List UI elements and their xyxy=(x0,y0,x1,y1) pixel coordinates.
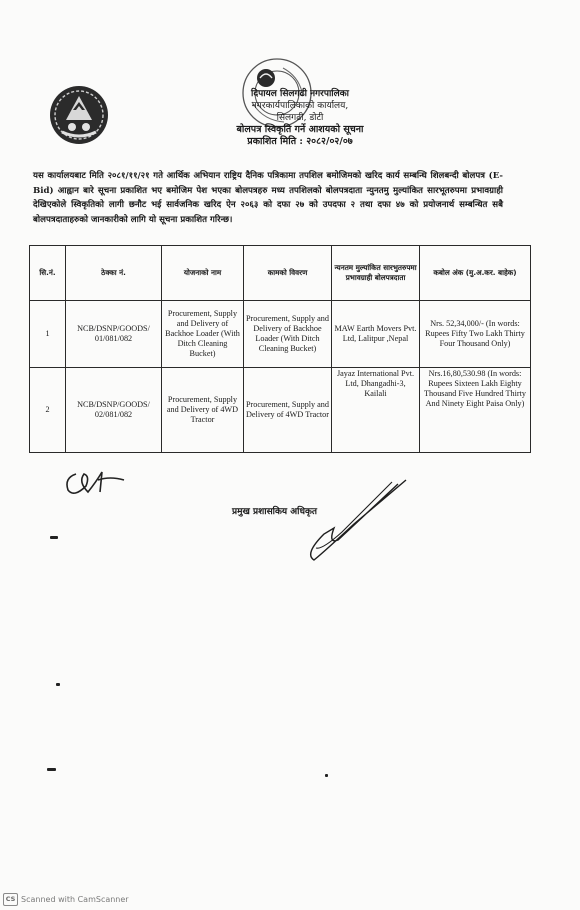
col-header-work-description: कामको विवरण xyxy=(244,246,332,301)
officer-title: प्रमुख प्रशासकिय अधिकृत xyxy=(232,507,318,517)
notice-title: बोलपत्र स्विकृति गर्ने आशयको सूचना xyxy=(236,124,364,135)
nepal-emblem-icon xyxy=(48,84,110,146)
col-header-amount: कबोल अंक (मु.अ.कर. बाहेक) xyxy=(420,246,531,301)
row-work-description: Procurement, Supply and Delivery of Backhoe Loader (With Ditch Cleaning Bucket) xyxy=(244,301,332,368)
row-project-name: Procurement, Supply and Delivery of 4WD Tractor xyxy=(162,368,244,453)
scanner-watermark xyxy=(3,893,129,906)
initial-signature xyxy=(62,462,130,502)
table-row xyxy=(30,368,531,453)
officer-signature xyxy=(294,474,414,566)
row-project-name: Procurement, Supply and Delivery of Backhoe Loader (With Ditch Cleaning Bucket) xyxy=(162,301,244,368)
office-name: नगरकार्यपालिकाको कार्यालय, xyxy=(251,101,349,111)
intro-paragraph: यस कार्यालयबाट मिति २०८१/११/२१ गते आर्थिक अभियान राष्ट्रिय दैनिक पत्रिकामा तपशिल बमोजिमको खरिद कार्य सम्बन्धि शिलबन्दी बोलपत्र (E- Bid) आह्वान बारे सूचना प्रकाशित भए बमोजिम पेश भएका बोलपत्रहरु मध्य तपशिलको बोलपत्रदाता न्युनतमु मुल्यांकित सारभूतरुपमा प्रभावग्राही देखिएकोले स्विकृतिको लागी छनौट भई सार्वजनिक खरिद ऐन २०६३ को दफा २७ को उपदफा २ तथा दफा ४७ को प्रयोजनार्थ सम्बन्धित सबै बोलपत्रदाताहरुको जानकारीको लागि यो सूचना प्रकाशित गरिन्छ। xyxy=(33,171,503,225)
table-header-row xyxy=(30,246,531,301)
punch-mark xyxy=(47,768,56,771)
row-amount: Nrs. 52,34,000/- (In words: Rupees Fifty Two Lakh Thirty Four Thousand Only) xyxy=(420,301,531,368)
punch-mark xyxy=(325,774,328,777)
row-work-description: Procurement, Supply and Delivery of 4WD Tractor xyxy=(244,368,332,453)
row-sn: 2 xyxy=(30,368,66,453)
office-location: सिलगढी, डोटी xyxy=(276,113,324,123)
row-contract-no: NCB/DSNP/GOODS/ 01/081/082 xyxy=(66,301,162,368)
row-bidder: MAW Earth Movers Pvt. Ltd, Lalitpur ,Nepal xyxy=(332,301,420,368)
row-sn: 1 xyxy=(30,301,66,368)
municipality-name: दिपायल सिलगढी नगरपालिका xyxy=(251,89,349,99)
col-header-project-name: योजनाको नाम xyxy=(162,246,244,301)
table-row xyxy=(30,301,531,368)
col-header-bidder: न्यनतम मुल्यांकित सारभुतरुपमा प्रभावग्राही बोलपत्रदाता xyxy=(332,246,420,301)
row-amount: Nrs.16,80,530.98 (In words: Rupees Sixteen Lakh Eighty Thousand Five Hundred Thirty And Ninety Eight Paisa Only) xyxy=(420,368,531,453)
punch-mark xyxy=(50,536,58,539)
letterhead xyxy=(150,88,450,148)
row-contract-no: NCB/DSNP/GOODS/ 02/081/082 xyxy=(66,368,162,453)
bid-table xyxy=(29,245,531,453)
published-date: प्रकाशित मिति : २०८२/०२/०७ xyxy=(247,136,353,147)
punch-mark xyxy=(56,683,60,686)
col-header-sn: सि.नं. xyxy=(30,246,66,301)
camscanner-logo-icon: CS xyxy=(3,893,18,906)
scanner-text: Scanned with CamScanner xyxy=(21,895,129,904)
row-bidder: Jayaz International Pvt. Ltd, Dhangadhi-3, Kailali xyxy=(332,368,420,453)
col-header-contract-no: ठेक्का नं. xyxy=(66,246,162,301)
